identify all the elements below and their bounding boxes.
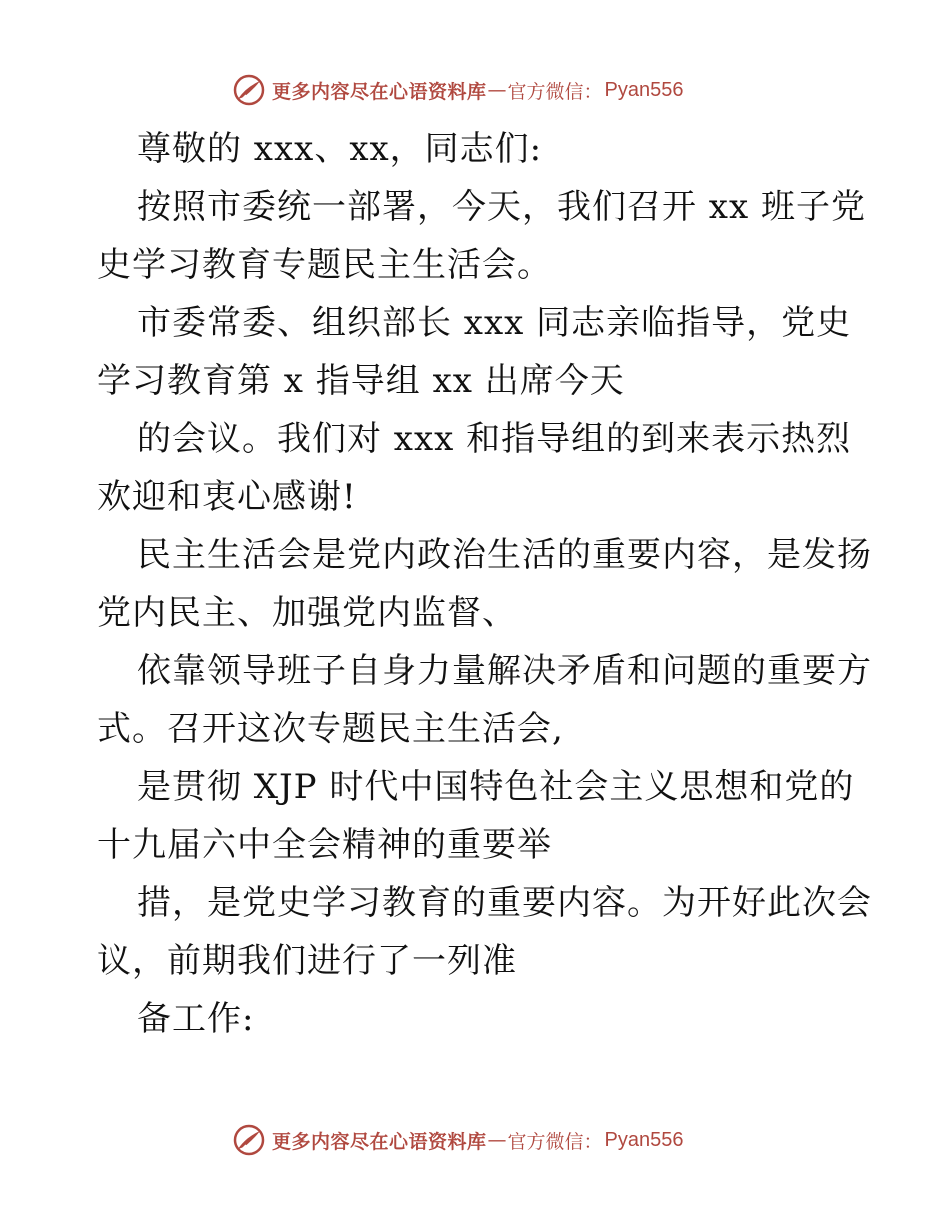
pen-logo-icon (232, 73, 266, 107)
text-line: 的会议。我们对 xxx 和指导组的到来表示热烈 (137, 419, 852, 459)
banner-wechat-id: Pyan556 (604, 1128, 684, 1151)
banner-wechat-id: Pyan556 (604, 78, 684, 101)
header-banner (232, 70, 684, 110)
banner-wechat-label: 官方微信： (507, 1130, 603, 1153)
text-line: 欢迎和衷心感谢! (97, 477, 357, 517)
banner-wechat-label: 官方微信： (507, 80, 603, 103)
text-line: 式。召开这次专题民主生活会, (97, 709, 564, 749)
text-line: 学习教育第 x 指导组 xx 出席今天 (97, 361, 625, 401)
text-line: 依靠领导班子自身力量解决矛盾和问题的重要方 (137, 651, 872, 691)
text-line: 市委常委、组织部长 xxx 同志亲临指导，党史 (137, 303, 852, 343)
text-line: 是贯彻 XJP 时代中国特色社会主义思想和党的 (137, 767, 855, 807)
pen-logo-icon (232, 1123, 266, 1157)
text-line: 十九届六中全会精神的重要举 (97, 825, 552, 865)
text-line: 按照市委统一部署，今天，我们召开 xx 班子党 (137, 187, 866, 227)
banner-separator: — (487, 1129, 507, 1151)
text-line: 议，前期我们进行了一列准 (97, 941, 517, 981)
text-line: 民主生活会是党内政治生活的重要内容，是发扬 (137, 535, 872, 575)
footer-banner (232, 1120, 684, 1160)
banner-slogan: 更多内容尽在心语资料库 (272, 1130, 487, 1153)
text-line: 史学习教育专题民主生活会。 (97, 245, 552, 285)
document-body (97, 120, 872, 1048)
text-line: 措，是党史学习教育的重要内容。为开好此次会 (137, 883, 872, 923)
banner-separator: — (487, 79, 507, 101)
banner-slogan: 更多内容尽在心语资料库 (272, 80, 487, 103)
text-line: 尊敬的 xxx、xx，同志们: (137, 129, 543, 169)
text-line: 备工作: (137, 999, 255, 1039)
text-line: 党内民主、加强党内监督、 (97, 593, 517, 633)
